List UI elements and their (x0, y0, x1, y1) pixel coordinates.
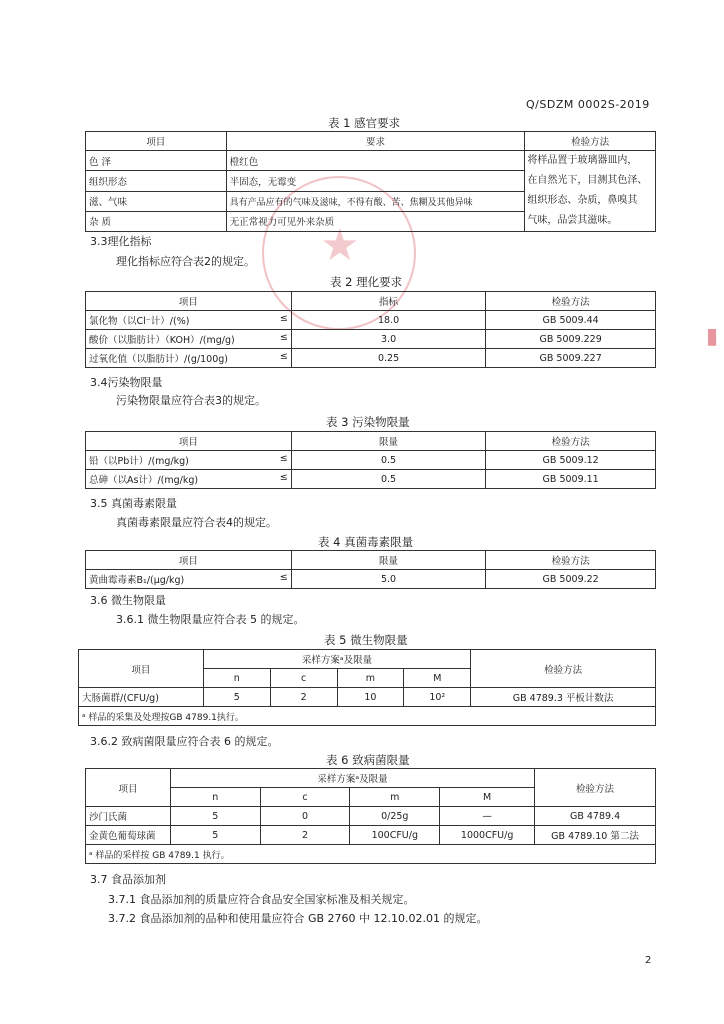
table5-c: 2 (270, 688, 337, 707)
table6-m: 0/25g (350, 807, 440, 826)
table2-lte: ≤ (279, 313, 288, 324)
table2-caption: 表 2 理化要求 (330, 275, 403, 289)
section-3-4-title: 3.4污染物限量 (90, 376, 163, 389)
table6-M: 1000CFU/g (440, 826, 535, 845)
table2-item-cell (86, 330, 292, 349)
table5-method: GB 4789.3 平板计数法 (471, 688, 656, 707)
table5-sub-M: M (404, 669, 471, 688)
table1-cell: 橙红色 (226, 151, 525, 171)
table1-header-item: 项目 (86, 132, 227, 151)
table4-mycotoxins (85, 550, 656, 589)
document-code: Q/SDZM 0002S-2019 (526, 98, 650, 111)
table3-item-label: 总砷（以As计）/(mg/kg) (89, 475, 199, 486)
table3-lte: ≤ (279, 453, 288, 464)
table6-sub-M: M (440, 788, 535, 807)
table4-method: GB 5009.22 (486, 570, 656, 589)
table6-header-method: 检验方法 (535, 769, 656, 807)
table2-value: 18.0 (291, 311, 485, 330)
table2-header-method: 检验方法 (486, 292, 656, 311)
section-3-7-2-text: 3.7.2 食品添加剂的品种和使用量应符合 GB 2760 中 12.10.02.01 的规定。 (108, 912, 488, 925)
table3-value: 0.5 (291, 470, 486, 489)
table1-method-line: 组织形态、杂质，鼻嗅其 (527, 195, 638, 206)
table5-sub-c: c (270, 669, 337, 688)
table6-sub-n: n (170, 788, 260, 807)
table2-method: GB 5009.227 (486, 349, 656, 368)
table4-caption: 表 4 真菌毒素限量 (318, 535, 414, 549)
table6-caption: 表 6 致病菌限量 (326, 753, 410, 767)
section-3-4-text: 污染物限量应符合表3的规定。 (116, 394, 266, 407)
table5-M: 10² (404, 688, 471, 707)
table1-cell: 滋、气味 (86, 191, 227, 211)
table6-header-item: 项目 (86, 769, 171, 807)
table4-header-limit: 限量 (291, 551, 486, 570)
table6-n: 5 (170, 807, 260, 826)
table2-method: GB 5009.44 (486, 311, 656, 330)
table1-header-requirement: 要求 (226, 132, 525, 151)
table2-method: GB 5009.229 (486, 330, 656, 349)
table2-lte: ≤ (279, 351, 288, 362)
table6-item: 金黄色葡萄球菌 (86, 826, 171, 845)
table3-contaminants (85, 431, 656, 489)
section-3-3-text: 理化指标应符合表2的规定。 (116, 255, 255, 268)
section-3-6-title: 3.6 微生物限量 (90, 594, 166, 607)
table6-sub-m: m (350, 788, 440, 807)
table3-header-method: 检验方法 (486, 432, 656, 451)
table1-method-line: 在自然光下，目测其色泽、 (527, 175, 648, 186)
table1-cell: 半固态，无霉变 (226, 171, 525, 191)
table3-caption: 表 3 污染物限量 (326, 415, 410, 429)
table6-method: GB 4789.10 第二法 (535, 826, 656, 845)
table5-n: 5 (203, 688, 270, 707)
section-3-5-text: 真菌毒素限量应符合表4的规定。 (116, 516, 277, 529)
table2-value: 0.25 (291, 349, 485, 368)
table2-item-cell (86, 311, 292, 330)
table6-n: 5 (170, 826, 260, 845)
table5-header-plan: 采样方案ᵃ及限量 (203, 650, 470, 669)
table1-cell: 具有产品应有的气味及滋味，不得有酸、苦、焦糊及其他异味 (226, 191, 525, 211)
table4-item-cell (86, 570, 292, 589)
section-3-6-1-text: 3.6.1 微生物限量应符合表 5 的规定。 (116, 613, 305, 626)
edge-seal-fragment: ▮ (706, 326, 719, 349)
table5-item: 大肠菌群/(CFU/g) (79, 688, 204, 707)
table6-sub-c: c (260, 788, 350, 807)
table1-caption: 表 1 感官要求 (328, 116, 401, 130)
table6-footnote: ᵃ 样品的采样按 GB 4789.1 执行。 (86, 845, 656, 864)
table5-footnote: ᵃ 样品的采集及处理按GB 4789.1执行。 (79, 707, 656, 726)
table2-header-item: 项目 (86, 292, 292, 311)
table2-item-cell (86, 349, 292, 368)
table4-header-method: 检验方法 (486, 551, 656, 570)
table3-method: GB 5009.12 (486, 451, 656, 470)
table6-c: 0 (260, 807, 350, 826)
table4-item-label: 黄曲霉毒素B₁/(μg/kg) (89, 575, 185, 586)
table1-method-line: 将样品置于玻璃器皿内， (527, 155, 638, 166)
table3-lte: ≤ (279, 472, 288, 483)
section-3-7-title: 3.7 食品添加剂 (90, 873, 166, 886)
section-3-5-title: 3.5 真菌毒素限量 (90, 497, 177, 510)
table1-cell: 无正常视力可见外来杂质 (226, 211, 525, 231)
table4-lte: ≤ (279, 572, 288, 583)
table5-caption: 表 5 微生物限量 (324, 633, 408, 647)
table2-item-label: 酸价（以脂肪计）（KOH）/(mg/g) (89, 335, 235, 346)
table6-method: GB 4789.4 (535, 807, 656, 826)
seal-star-icon: ★ (320, 220, 360, 271)
table3-item-cell (86, 470, 292, 489)
table6-M: — (440, 807, 535, 826)
table1-sensory (85, 131, 656, 232)
table5-m: 10 (337, 688, 404, 707)
table2-item-label: 过氧化值（以脂肪计）/(g/100g) (89, 354, 229, 365)
table4-header-item: 项目 (86, 551, 292, 570)
table5-sub-m: m (337, 669, 404, 688)
table5-header-method: 检验方法 (471, 650, 656, 688)
table6-m: 100CFU/g (350, 826, 440, 845)
table2-value: 3.0 (291, 330, 485, 349)
table2-header-index: 指标 (291, 292, 485, 311)
table1-method-cell (525, 151, 656, 232)
table5-header-item: 项目 (79, 650, 204, 688)
table3-item-cell (86, 451, 292, 470)
table1-cell: 组织形态 (86, 171, 227, 191)
table2-item-label: 氯化物（以Cl⁻计）/(%) (89, 316, 190, 327)
table5-microbial (78, 649, 656, 726)
table2-lte: ≤ (279, 332, 288, 343)
section-3-6-2-text: 3.6.2 致病菌限量应符合表 6 的规定。 (90, 735, 279, 748)
table6-pathogens (85, 768, 656, 864)
table3-method: GB 5009.11 (486, 470, 656, 489)
table3-value: 0.5 (291, 451, 486, 470)
section-3-7-1-text: 3.7.1 食品添加剂的质量应符合食品安全国家标准及相关规定。 (108, 893, 415, 906)
table2-physicochemical (85, 291, 656, 368)
section-3-3-title: 3.3理化指标 (90, 235, 152, 248)
table1-method-line: 气味，品尝其滋味。 (527, 215, 618, 226)
page-number: 2 (645, 955, 652, 966)
table1-cell: 杂 质 (86, 211, 227, 231)
table4-value: 5.0 (291, 570, 486, 589)
table3-header-item: 项目 (86, 432, 292, 451)
table1-cell: 色 泽 (86, 151, 227, 171)
table6-item: 沙门氏菌 (86, 807, 171, 826)
table3-item-label: 铅（以Pb计）/(mg/kg) (89, 456, 189, 467)
table6-c: 2 (260, 826, 350, 845)
table6-header-plan: 采样方案ᵃ及限量 (170, 769, 534, 788)
table1-header-method: 检验方法 (525, 132, 656, 151)
table5-sub-n: n (203, 669, 270, 688)
table3-header-limit: 限量 (291, 432, 486, 451)
